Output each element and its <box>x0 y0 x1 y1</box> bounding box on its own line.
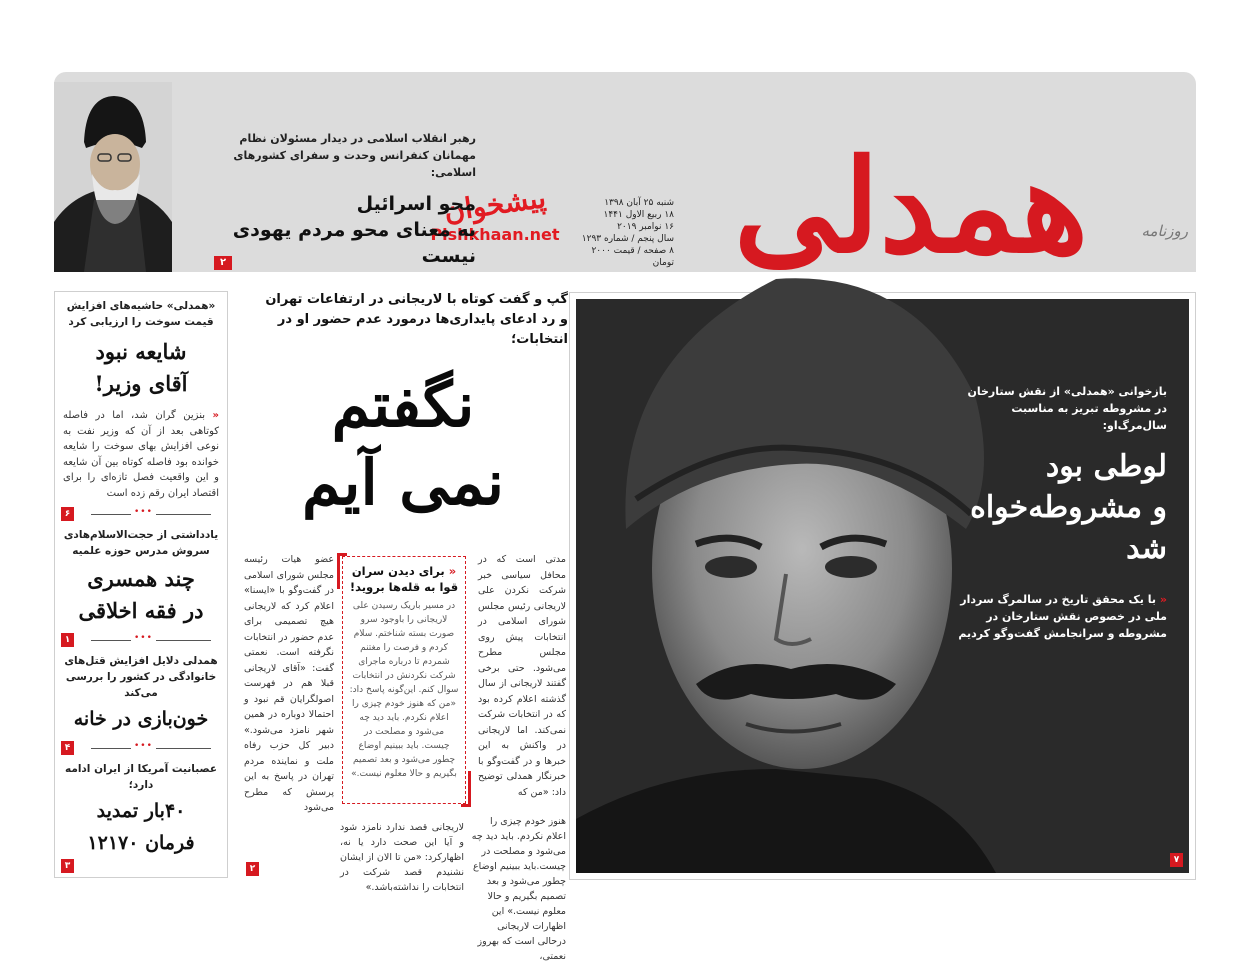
story-intro: «همدلی» حاشیه‌های افزایش قیمت سوخت را ارزیابی کرد <box>66 300 216 328</box>
story-intro: یادداشتی از حجت‌الاسلام‌هادی سروش مدرس حوزه علمیه <box>63 529 219 557</box>
story-fuel-price[interactable] <box>63 298 219 501</box>
watermark-fa: پیشخوان <box>442 181 548 228</box>
page-number: ۳ <box>61 859 74 873</box>
feature-intro-1: بازخوانی «همدلی» از نقش ستارخان <box>967 385 1167 398</box>
watermark-en: Pishkhaan.net <box>430 225 560 244</box>
story-family-murders[interactable] <box>63 653 219 735</box>
feature-photo-frame <box>569 292 1196 880</box>
top-story-page-number: ۲ <box>214 256 232 270</box>
issue-info <box>574 197 674 269</box>
main-headline-1[interactable]: نگفتم <box>331 368 475 441</box>
feature-subtitle: « با یک محقق تاریخ در سالمرگ سردار ملی در خصوص نقش ستارخان در مشروطه و سرانجامش گفت‌وگو کردیم <box>958 593 1167 640</box>
issue-number: سال پنجم / شماره ۱۲۹۳ <box>581 234 674 244</box>
page-number: ۲ <box>246 862 259 876</box>
bracket-decoration <box>337 553 347 589</box>
logo-prefix: روزنامه <box>1141 222 1188 240</box>
left-column <box>54 291 228 878</box>
issue-date: شنبه ۲۵ آبان ۱۳۹۸ <box>604 198 674 208</box>
story-intro: عصبانیت آمریکا از ایران ادامه دارد؛ <box>64 763 218 791</box>
issue-hijri-date: ۱۸ ربیع الاول ۱۴۴۱ <box>603 210 674 220</box>
main-story-foot-left: لاریجانی قصد ندارد نامزد شود و آیا این صحت دارد یا نه، اظهارکرد: «من تا الان از ایشان نشنیدم قصد شرکت در انتخابات را نداشته‌باشد.» <box>340 822 464 893</box>
main-story-column-3: عضو هیات رئیسه مجلس شورای اسلامی در گفت‌وگو با «ایسنا» اعلام کرد که لاریجانی هیچ تصمیمی برای عدم حضور در انتخابات نگرفته است. نعمتی گفت: «آقای لاریجانی قبلا هم در فهرست اصولگرایان قم نبود و احتمالا دوباره در همین شهر نامزد می‌شود.» دبیر کل حزب رفاه ملت و نماینده مردم تهران در پاسخ به این پرسش که مطرح می‌شود <box>244 554 334 813</box>
main-story-intro-2: و رد ادعای پایداری‌ها درمورد عدم حضور او در انتخابات؛ <box>277 312 568 347</box>
feature-head-2: و مشروطه‌خواه <box>970 490 1167 525</box>
main-story-column-1: مدتی است که در محافل سیاسی خبر شرکت نکردن علی لاریجانی رئیس مجلس شورای اسلامی در انتخابات پیش روی مجلس مطرح می‌شود. حتی برخی گفتند لاریجانی از سال گذشته اعلام کرده بود که در انتخابات شرکت نمی‌کند. اما لاریجانی در واکنش به این خبرها و در گفت‌وگو با خبرنگار همدلی توضیح داد: «من که <box>478 554 566 798</box>
story-title-2: فرمان ۱۲۱۷۰ <box>87 832 195 854</box>
issue-gregorian-date: ۱۶ نوامبر ۲۰۱۹ <box>617 222 674 232</box>
story-intro: همدلی دلایل افزایش قتل‌های خانوادگی در کشور را بررسی می‌کند <box>64 655 218 699</box>
page-number: ۴ <box>61 741 74 755</box>
page-number: ۶ <box>61 507 74 521</box>
quote-body: در مسیر باریک رسیدن علی لاریجانی را باوجود سرو صورت بسته شناختم. سلام کردم و فرصت را مغتنم شمردم تا درباره ماجرای شرکت نکردنش در انتخابات سوال کنم. این‌گونه پاسخ داد: «من که هنوز خودم چیزی را اعلام نکردم. باید دید چه می‌شود و مصلحت در چیست. باید ببینیم اوضاع چطور می‌شود و بعد تصمیم بگیریم و حالا معلوم نیست.» <box>349 601 459 779</box>
feature-intro-2: در مشروطه تبریز به مناسبت سال‌مرگ‌او: <box>1011 402 1167 432</box>
main-headline-2[interactable]: نمی آیم <box>301 446 505 519</box>
story-title-1: شایعه نبود <box>95 339 187 364</box>
bracket-decoration <box>461 771 471 807</box>
top-story-pre-1: رهبر انقلاب اسلامی در دیدار مسئولان نظام <box>239 132 476 145</box>
chevron-icon: « <box>212 410 219 421</box>
top-story-head-1: محو اسرائیل <box>356 193 476 215</box>
story-body: « بنزین گران شد، اما در فاصله کوتاهی بعد از آن که وزیر نفت به نوعی افزایش بهای سوخت را شایعه خوانده بود فاصله کوتاه بین آن شایعه و این واقعیت فصل تازه‌ای را برای اقتصاد ایران رقم زده است <box>63 410 219 499</box>
page-number: ۱ <box>61 633 74 647</box>
main-story-intro-1: گپ و گفت کوتاه با لاریجانی در ارتفاعات تهران <box>265 292 568 307</box>
middle-column <box>238 290 568 962</box>
newspaper-logo[interactable]: همدلی <box>733 132 1089 282</box>
feature-story[interactable] <box>953 383 1167 642</box>
story-title: خون‌بازی در خانه <box>73 708 209 730</box>
leader-portrait <box>54 82 172 272</box>
issue-price: ۸ صفحه / قیمت ۲۰۰۰ تومان <box>591 246 674 268</box>
story-title-1: ۴۰بار تمدید <box>96 800 186 822</box>
top-story-pre-2: مهمانان کنفرانس وحدت و سفرای کشورهای اسلامی: <box>233 149 476 179</box>
story-title-2: آقای وزیر! <box>94 371 188 396</box>
chevron-icon: « <box>448 564 457 578</box>
sattar-khan-photo <box>576 299 1189 873</box>
story-title-1: چند همسری <box>87 566 195 591</box>
story-title-2: در فقه اخلاقی <box>78 598 204 623</box>
separator: ••• ۶ <box>63 507 219 521</box>
feature-head-3: شد <box>1126 531 1167 566</box>
top-story-head-2: به معنای محو مردم یهودی نیست <box>232 219 476 267</box>
masthead <box>54 72 1196 282</box>
separator: ••• ۱ <box>63 633 219 647</box>
main-story-foot-right: هنوز خودم چیزی را اعلام نکردم. باید دید چه می‌شود و مصلحت در چیست.باید ببینیم اوضاع چطور می‌شود و بعد تصمیم بگیریم و حالا معلوم نیست.» این اظهارات لاریجانی درحالی است که بهروز نعمتی، <box>471 816 566 962</box>
top-story[interactable] <box>206 130 476 269</box>
separator: ••• ۴ <box>63 741 219 755</box>
story-polygamy[interactable] <box>63 527 219 627</box>
chevron-icon: « <box>1159 593 1167 606</box>
page-number: ۷ <box>1170 853 1183 867</box>
quote-title: « برای دیدن سران قوا به قله‌ها بروید! <box>349 564 459 594</box>
portrait-illustration <box>54 82 172 272</box>
story-us-order[interactable] <box>63 761 219 859</box>
quote-box <box>342 556 466 804</box>
feature-head-1: لوطی بود <box>1045 449 1167 484</box>
